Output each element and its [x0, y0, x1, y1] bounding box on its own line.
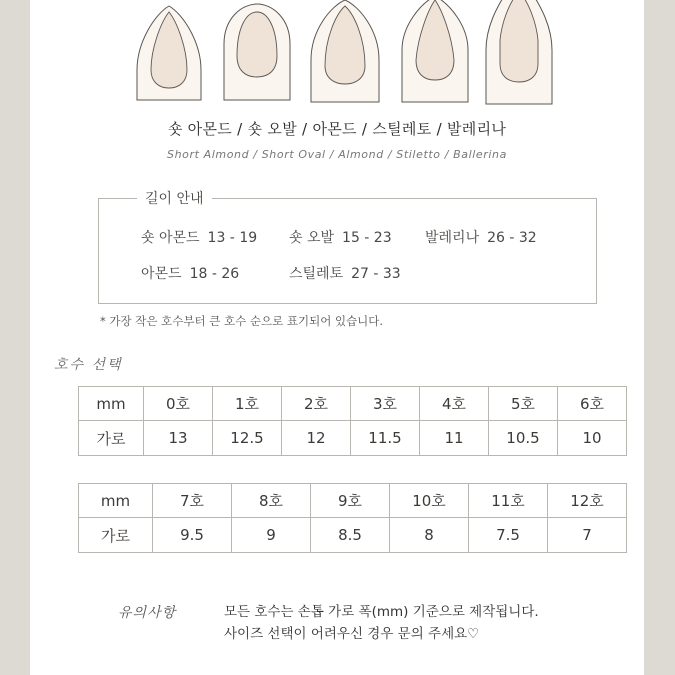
table-cell: 6호 — [558, 387, 627, 421]
length-guide-box — [98, 191, 597, 304]
table-cell: 5호 — [489, 387, 558, 421]
guide-item-name: 숏 오발 — [289, 230, 335, 246]
size-guide-card — [30, 0, 644, 675]
table-cell: 가로 — [79, 518, 153, 553]
caution-line-2: 사이즈 선택이 어려우신 경우 문의 주세요♡ — [224, 626, 480, 642]
guide-item-ballerina — [425, 227, 537, 247]
table-cell: 8.5 — [311, 518, 390, 553]
ballerina-nail-icon — [486, 0, 552, 104]
table-cell: 7호 — [153, 484, 232, 518]
table-cell: 10.5 — [489, 421, 558, 456]
table-cell: 11 — [420, 421, 489, 456]
caution-line-1: 모든 호수는 손톱 가로 폭(mm) 기준으로 제작됩니다. — [224, 604, 539, 620]
guide-item-range: 26 - 32 — [487, 230, 537, 246]
short-almond-nail-icon — [137, 6, 201, 100]
table-cell: 가로 — [79, 421, 144, 456]
table-cell: 10 — [558, 421, 627, 456]
table-header-row — [79, 484, 627, 518]
guide-item-almond — [141, 263, 239, 283]
guide-item-short-oval — [289, 227, 392, 247]
almond-nail-icon — [311, 0, 379, 102]
size-table-0-6 — [78, 386, 627, 456]
table-cell: 0호 — [144, 387, 213, 421]
table-cell: 12.5 — [213, 421, 282, 456]
table-cell: 12 — [282, 421, 351, 456]
table-cell: mm — [79, 484, 153, 518]
table-cell: 9호 — [311, 484, 390, 518]
table-cell: 9 — [232, 518, 311, 553]
size-select-heading: 호수 선택 — [54, 357, 123, 373]
table-cell: 11호 — [469, 484, 548, 518]
length-guide-title: 길이 안내 — [137, 188, 212, 208]
table-cell: 4호 — [420, 387, 489, 421]
table-cell: 3호 — [351, 387, 420, 421]
short-oval-nail-icon — [224, 4, 290, 100]
guide-item-range: 27 - 33 — [351, 266, 401, 282]
table-cell: 11.5 — [351, 421, 420, 456]
table-cell: 9.5 — [153, 518, 232, 553]
guide-item-short-almond — [141, 227, 257, 247]
table-cell: 10호 — [390, 484, 469, 518]
table-cell: 8호 — [232, 484, 311, 518]
guide-item-name: 발레리나 — [425, 230, 480, 246]
guide-item-range: 13 - 19 — [207, 230, 258, 246]
caution-label: 유의사항 — [118, 605, 177, 621]
nail-shapes-korean: 숏 아몬드 / 숏 오발 / 아몬드 / 스틸레토 / 발레리나 — [167, 120, 507, 138]
guide-item-range: 18 - 26 — [189, 266, 240, 282]
table-header-row — [79, 387, 627, 421]
table-cell: 8 — [390, 518, 469, 553]
table-cell: 13 — [144, 421, 213, 456]
table-cell: 7.5 — [469, 518, 548, 553]
guide-item-name: 숏 아몬드 — [141, 230, 200, 246]
table-cell: mm — [79, 387, 144, 421]
size-table-7-12 — [78, 483, 627, 553]
table-cell: 2호 — [282, 387, 351, 421]
nail-shapes-english: Short Almond / Short Oval / Almond / Stiletto / Ballerina — [167, 148, 507, 161]
guide-item-name: 스틸레토 — [289, 266, 344, 282]
table-cell: 7 — [548, 518, 627, 553]
ordering-note: * 가장 작은 호수부터 큰 호수 순으로 표기되어 있습니다. — [100, 314, 384, 328]
table-cell: 12호 — [548, 484, 627, 518]
table-cell: 1호 — [213, 387, 282, 421]
table-row — [79, 421, 627, 456]
guide-item-name: 아몬드 — [141, 266, 182, 282]
stiletto-nail-icon — [402, 0, 468, 102]
guide-item-range: 15 - 23 — [342, 230, 392, 246]
guide-item-stiletto — [289, 263, 401, 283]
table-row — [79, 518, 627, 553]
nail-shapes-illustration — [30, 0, 644, 110]
